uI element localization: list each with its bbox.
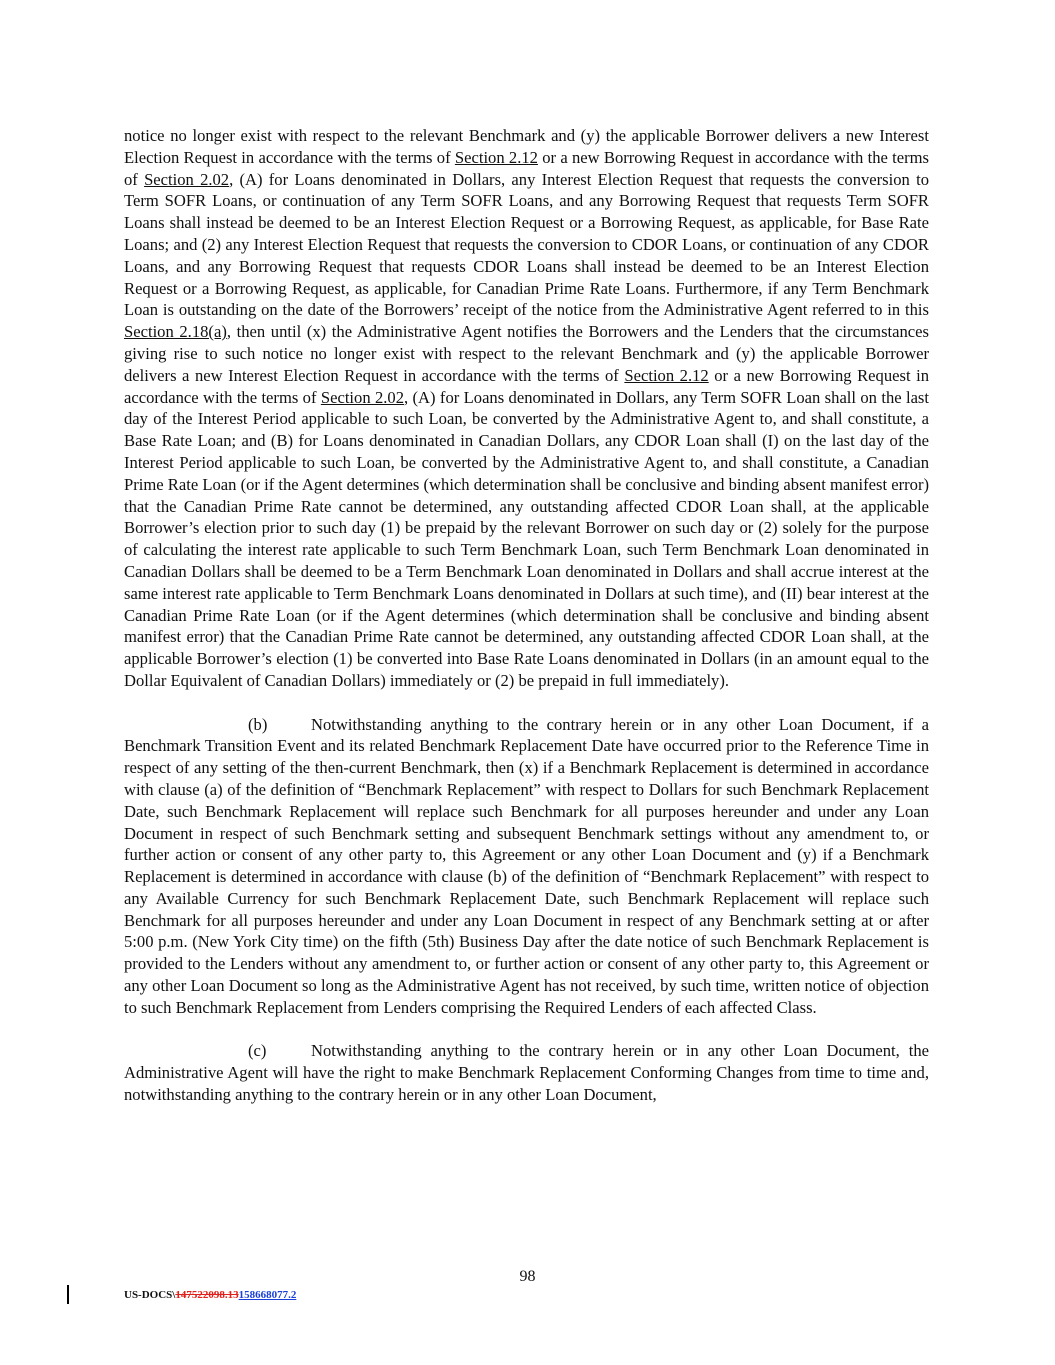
- footer-prefix: US-DOCS\: [124, 1289, 176, 1301]
- document-id-footer: [124, 1289, 296, 1301]
- paragraph-text: , (A) for Loans denominated in Dollars, any Interest Election Request that requests the conversion to Term SOFR Loans, or continuation of any Term SOFR Loans, and any Borrowing Request that requests Term SOFR Loans shall instead be deemed to be an Interest Election Request or a Borrowing Request, as applicable, for Base Rate Loans; and (2) any Interest Election Request that requests the conversion to CDOR Loans, or continuation of any CDOR Loans, and any Borrowing Request that requests CDOR Loans shall instead be deemed to be an Interest Election Request or a Borrowing Request, as applicable, for Canadian Prime Rate Loans. Furthermore, if any Term Benchmark Loan is outstanding on the date of the Borrowers’ receipt of the notice from the Administrative Agent referred to in this: [124, 169, 929, 320]
- paragraph-text: or a new Borrowing Request in accordance with the terms of: [124, 147, 929, 189]
- section-reference[interactable]: Section 2.02: [320, 387, 405, 407]
- clause-label: (c): [248, 1041, 267, 1061]
- paragraph-text: , then until (x) the Administrative Agent notifies the Borrowers and the Lenders that the circumstances giving rise to such notice no longer exist with respect to the relevant Benchmark and (y) the applicable Borrower delivers a new Interest Election Request in accordance with the terms of: [124, 322, 929, 385]
- document-body: [124, 125, 929, 1106]
- footer-inserted-id: 158668077.2: [238, 1289, 297, 1301]
- paragraph-text: notice no longer exist with respect to the relevant Benchmark and (y) the applicable Borrower delivers a new Interest Election Request in accordance with the terms of: [124, 126, 929, 167]
- paragraph-text: Notwithstanding anything to the contrary herein or in any other Loan Document, if a Benchmark Transition Event and its related Benchmark Replacement Date have occurred prior to the Reference Time in respect of any setting of the then-current Benchmark, then (x) if a Benchmark Replacement is determined in accordance with clause (a) of the definition of “Benchmark Replacement” with respect to Dollars for such Benchmark Replacement Date, such Benchmark Replacement will replace such Benchmark for all purposes hereunder and under any Loan Document in respect of such Benchmark setting and subsequent Benchmark settings without any amendment to, or further action or consent of any other party to, this Agreement or any other Loan Document and (y) if a Benchmark Replacement is determined in accordance with clause (b) of the definition of “Benchmark Replacement” with respect to any Available Currency for such Benchmark Replacement Date, such Benchmark Replacement will replace such Benchmark for all purposes hereunder and under any Loan Document in respect of any Benchmark setting at or after 5:00 p.m. (New York City time) on the fifth (5th) Business Day after the date notice of such Benchmark Replacement is provided to the Lenders without any amendment to, or further action or consent of any other party to, this Agreement or any other Loan Document so long as the Administrative Agent has not received, by such time, written notice of objection to such Benchmark Replacement from Lenders comprising the Required Lenders of each affected Class.: [124, 714, 929, 1017]
- paragraph-text: or a new Borrowing Request in accordance with the terms of: [124, 365, 929, 407]
- section-reference[interactable]: Section 2.18(a): [124, 322, 227, 342]
- section-reference[interactable]: Section 2.02: [144, 169, 230, 189]
- paragraph: [124, 125, 929, 692]
- paragraph: [124, 714, 929, 1019]
- paragraph: [124, 1040, 929, 1105]
- page-number: 98: [519, 1268, 536, 1285]
- paragraph-text: Notwithstanding anything to the contrary herein or in any other Loan Document, the Administrative Agent will have the right to make Benchmark Replacement Conforming Changes from time to time and, notwithstanding anything to the contrary herein or in any other Loan Document,: [124, 1041, 929, 1105]
- paragraph-text: , (A) for Loans denominated in Dollars, any Term SOFR Loan shall on the last day of the Interest Period applicable to such Loan, be converted by the Administrative Agent to, and shall constitute, a Base Rate Loan; and (B) for Loans denominated in Canadian Dollars, any CDOR Loan shall (I) on the last day of the Interest Period applicable to such Loan, be converted by the Administrative Agent to, and shall constitute, a Canadian Prime Rate Loan (or if the Agent determines (which determination shall be conclusive and binding absent manifest error) that the Canadian Prime Rate cannot be determined, any outstanding affected CDOR Loan shall, at the applicable Borrower’s election prior to such day (1) be prepaid by the relevant Borrower on such day or (2) solely for the purpose of calculating the interest rate applicable to such Term Benchmark Loan, such Term Benchmark Loan denominated in Canadian Dollars shall be deemed to be a Term Benchmark Loan denominated in Dollars and shall accrue interest at the same interest rate applicable to Term Benchmark Loans denominated in Dollars at such time), and (II) bear interest at the Canadian Prime Rate Loan (or if the Agent determines (which determination shall be conclusive and binding absent manifest error) that the Canadian Prime Rate cannot be determined, any outstanding affected CDOR Loan shall, at the applicable Borrower’s election (1) be converted into Base Rate Loans denominated in Dollars (in an amount equal to the Dollar Equivalent of Canadian Dollars) immediately or (2) be prepaid in full immediately).: [124, 387, 930, 690]
- clause-label: (b): [248, 714, 268, 734]
- footer-deleted-id: 147522098.13: [175, 1289, 239, 1301]
- change-bar: [67, 1285, 69, 1304]
- section-reference[interactable]: Section 2.12: [624, 365, 709, 385]
- section-reference[interactable]: Section 2.12: [454, 147, 538, 167]
